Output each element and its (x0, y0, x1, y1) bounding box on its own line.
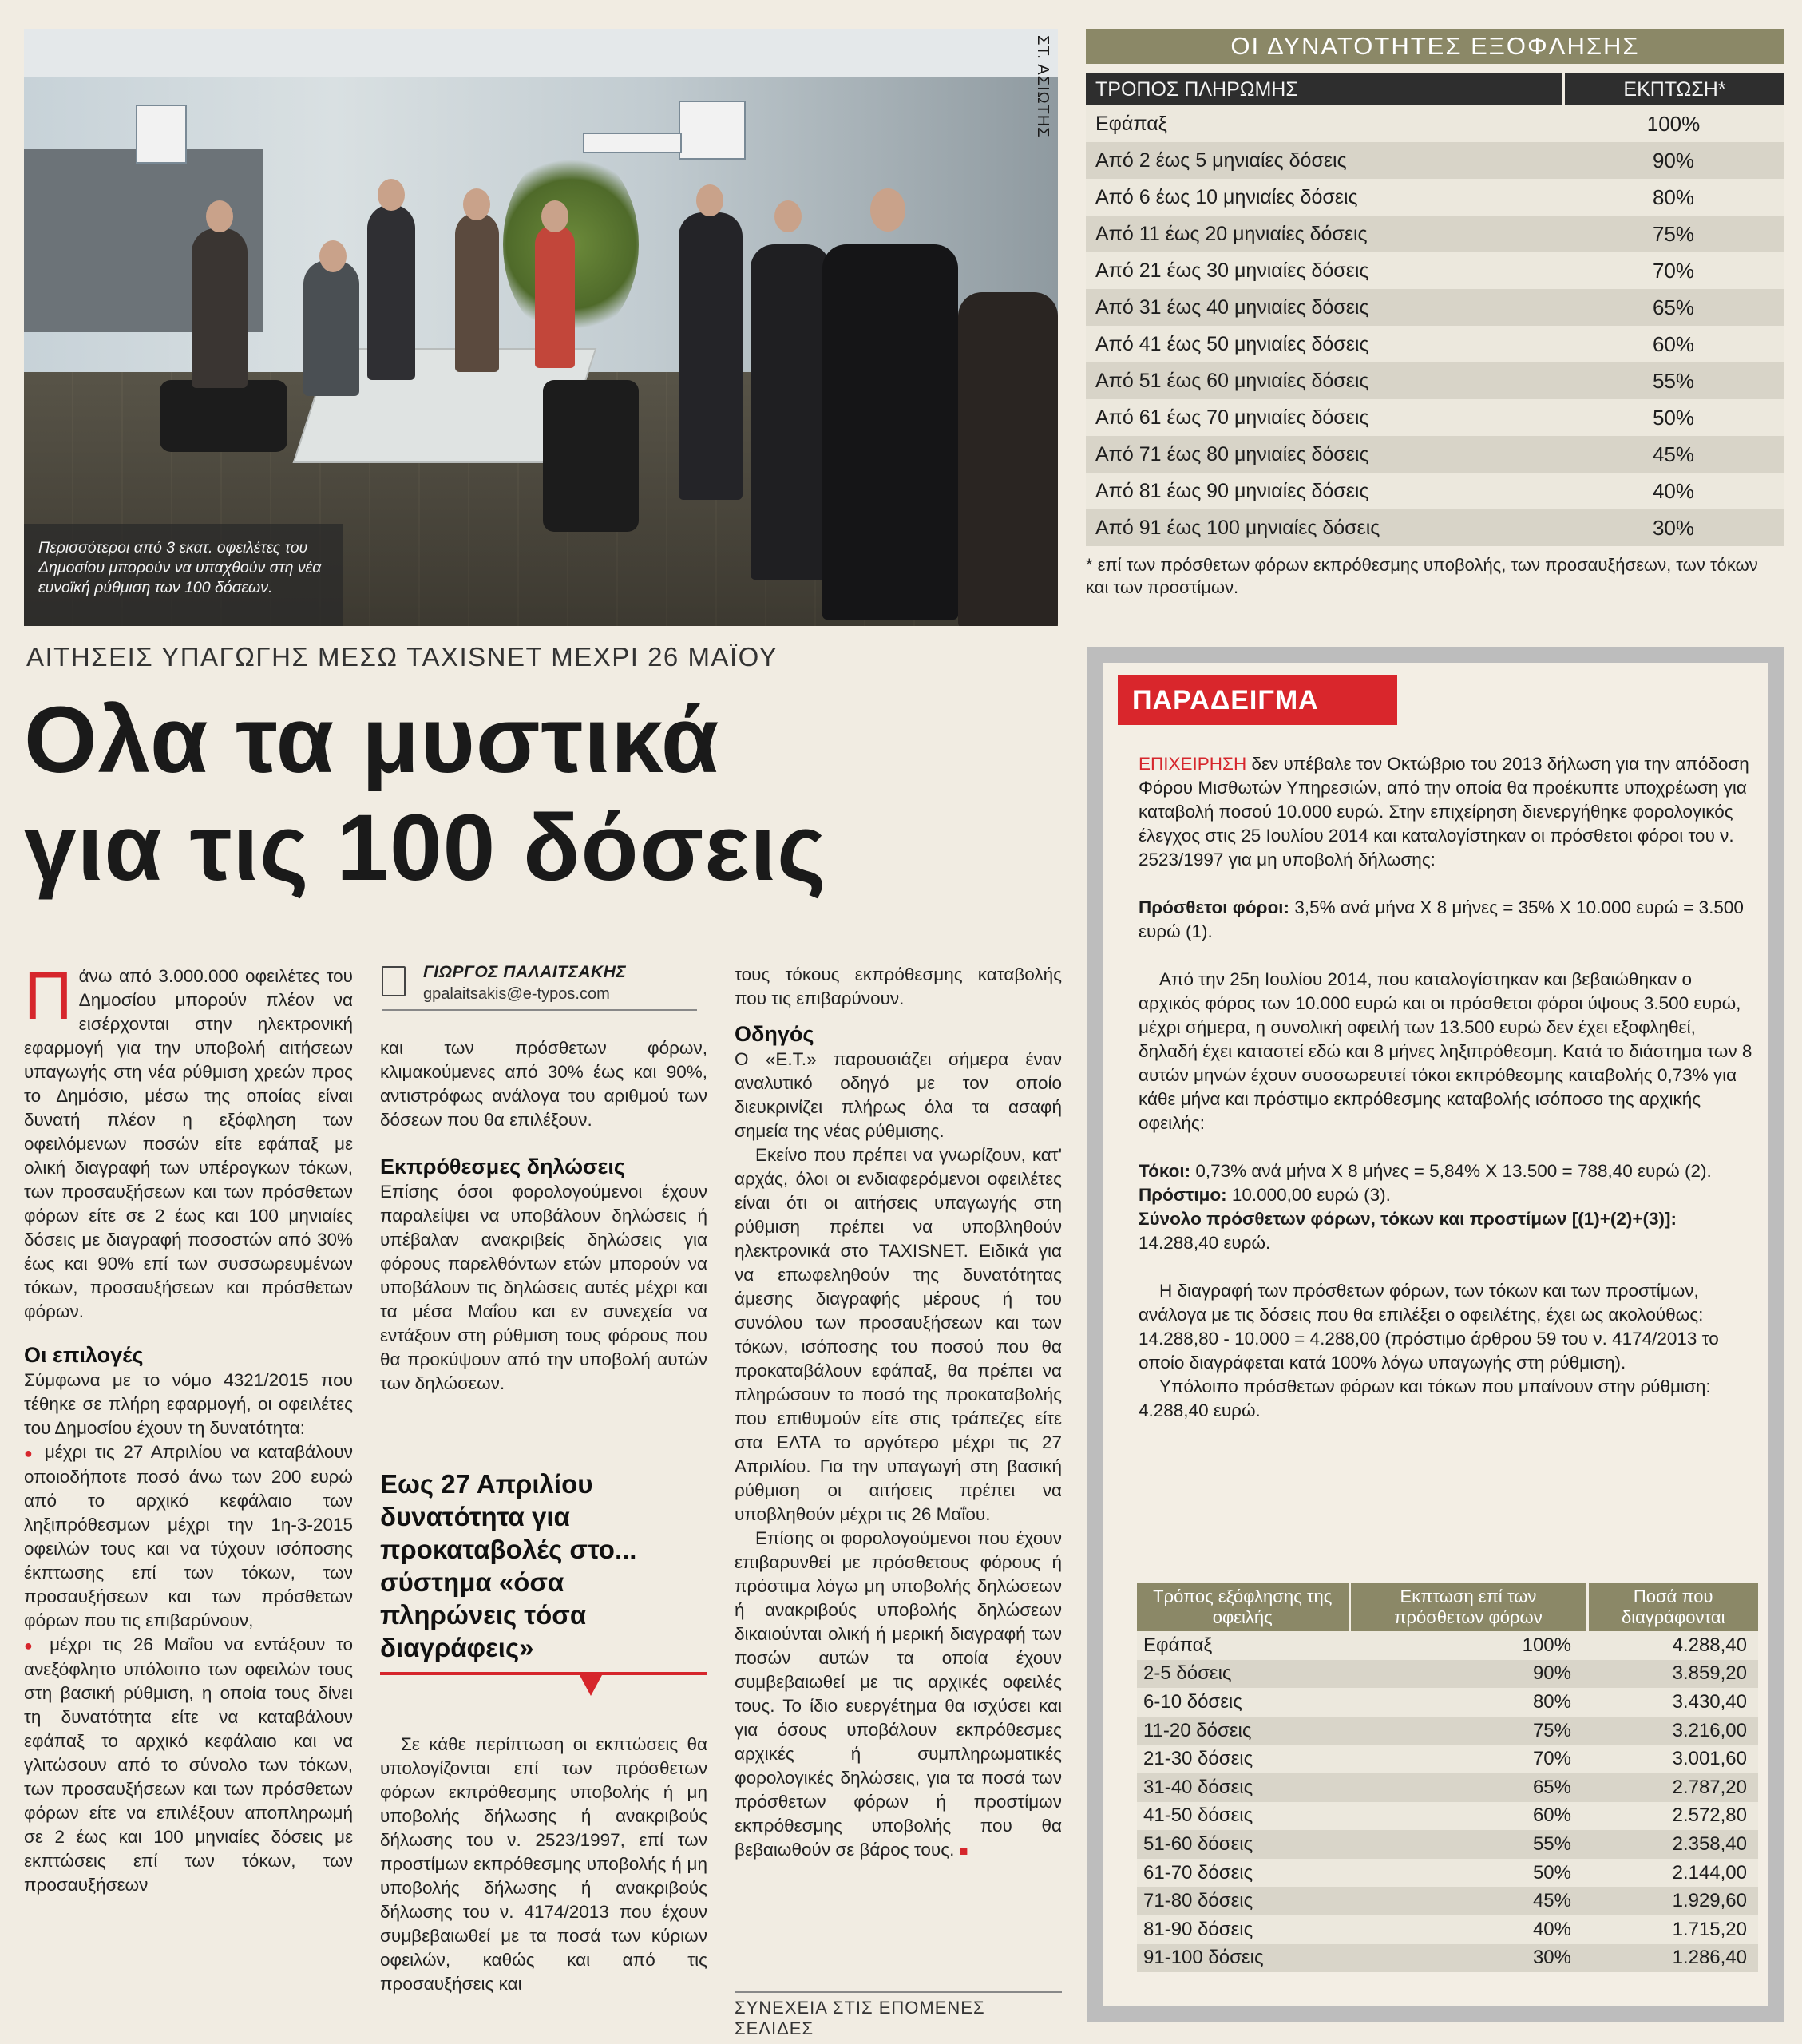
row-method: Από 2 έως 5 μηνιαίες δόσεις (1095, 149, 1347, 172)
row-amount: 4.288,40 (1587, 1631, 1758, 1660)
writeoff-row (1137, 1717, 1758, 1745)
discount-row (1086, 105, 1784, 142)
example-paragraph-4: Υπόλοιπο πρόσθετων φόρων και τόκων που μπαίνουν στην ρύθμιση: 4.288,40 ευρώ. (1139, 1377, 1711, 1420)
discount-row (1086, 326, 1784, 362)
row-method: Εφάπαξ (1137, 1631, 1349, 1660)
example-body (1139, 752, 1753, 1447)
col3-paragraph-4: Επίσης οι φορολογούμενοι που έχουν επιβαρυνθεί με πρόσθετους φόρους ή πρόστιμα λόγω μη υποβολής δηλώσεων ή ανακριβούς υποβολής δηλώσεων δικαιούνται ολική ή μερική διαγραφή των ποσών αυτών τα οποία έχουν συμβεβαιωθεί με τις αρχικές οφειλές τους. Το ίδιο ευεργέτημα θα ισχύσει και για όσους υποβάλουν εκπρόθεσμες αρχικές ή συμπληρωματικές φορολογικές δηλώσεις, για τα ποσά των πρόσθετων φόρων ή προστίμων εκπρόθεσμης υποβολής που θα βεβαιωθούν σε βάρος τους. ■ (735, 1528, 1062, 1860)
end-mark-icon: ■ (959, 1843, 968, 1859)
interest-text: 0,73% ανά μήνα X 8 μήνες = 5,84% X 13.500 = 788,40 ευρώ (2). (1190, 1161, 1712, 1181)
subhead-late-declarations: Εκπρόθεσμες δηλώσεις (380, 1155, 625, 1178)
row-method: Από 41 έως 50 μηνιαίες δόσεις (1095, 333, 1369, 355)
header-discount: Εκπτωση επί των πρόσθετων φόρων (1349, 1583, 1587, 1631)
options-paragraph: Σύμφωνα με το νόμο 4321/2015 που τέθηκε σε πλήρη εφαρμογή, οι οφειλέτες του Δημοσίου έχουν τη δυνατότητα: (24, 1370, 353, 1438)
writeoff-table (1137, 1583, 1758, 1972)
discount-row (1086, 289, 1784, 326)
author-email[interactable]: gpalaitsakis@e-typos.com (423, 985, 610, 1003)
row-amount: 1.929,60 (1587, 1887, 1758, 1915)
row-method: Από 51 έως 60 μηνιαίες δόσεις (1095, 370, 1369, 392)
header-payment-method: ΤΡΟΠΟΣ ΠΛΗΡΩΜΗΣ (1086, 73, 1565, 105)
row-discount: 50% (1349, 1859, 1587, 1888)
writeoff-row (1137, 1915, 1758, 1944)
fine-label: Πρόστιμο: (1139, 1185, 1227, 1205)
pull-quote-rule (380, 1672, 707, 1675)
photo-caption: Περισσότεροι από 3 εκατ. οφειλέτες του Δημοσίου μπορούν να υπαχθούν στη νέα ευνοϊκή ρύθμιση των 100 δόσεων. (24, 524, 343, 626)
total-text: 14.288,40 ευρώ. (1139, 1233, 1271, 1253)
row-discount: 45% (1349, 1887, 1587, 1915)
article-column-2 (380, 1036, 707, 1396)
article-column-1 (24, 958, 354, 1897)
document-icon (382, 966, 406, 996)
row-method: 51-60 δόσεις (1137, 1830, 1349, 1859)
headline-line-1: Ολα τα μυστικά (24, 687, 720, 793)
col2-paragraph-1: και των πρόσθετων φόρων, κλιμακούμενες από 30% έως και 90%, αντιστρόφως ανάλογα του αριθμού των δόσεων που θα επιλέξουν. (380, 1038, 707, 1130)
row-method: 6-10 δόσεις (1137, 1688, 1349, 1717)
row-amount: 3.001,60 (1587, 1745, 1758, 1773)
row-method: 71-80 δόσεις (1137, 1887, 1349, 1915)
article-column-2b (380, 1733, 707, 1996)
discount-table (1086, 29, 1784, 599)
row-discount: 60% (1349, 1802, 1587, 1831)
row-discount: 50% (1652, 406, 1695, 430)
row-discount: 90% (1652, 149, 1695, 172)
bullet-icon: ● (24, 1445, 37, 1461)
article-column-3 (735, 963, 1062, 1863)
row-amount: 2.358,40 (1587, 1830, 1758, 1859)
writeoff-row (1137, 1887, 1758, 1915)
discount-row (1086, 216, 1784, 252)
dropcap: Π (24, 958, 73, 1033)
discount-footnote: * επί των πρόσθετων φόρων εκπρόθεσμης υποβολής, των προσαυξήσεων, των τόκων και των προστίμων. (1086, 555, 1758, 597)
col3-paragraph-3: Εκείνο που πρέπει να γνωρίζουν, κατ' αρχάς, όλοι οι ενδιαφερόμενοι οφειλέτες είναι ότι οι αιτήσεις υπαγωγής στη ρύθμιση πρέπει να υποβληθούν ηλεκτρονικά στο TAXISNET. Ειδικά για να επωφεληθούν της δυνατότητας άμεσης διαγραφής μέρους ή του συνόλου των προσαυξήσεων και των τόκων, ισόποσης του ποσού που θα προκαταβάλουν εφάπαξ, θα πρέπει να πληρώσουν το ποσό της προκαταβολής που επιθυμούν είτε στις τράπεζες είτε στα ΕΛΤΑ το αργότερο μέχρι τις 27 Απριλίου. Για την υπαγωγή στη βασική ρύθμιση οι αιτήσεις πρέπει να υποβληθούν μέχρι τις 26 Μαΐου. (735, 1145, 1062, 1524)
example-badge: ΠΑΡΑΔΕΙΓΜΑ (1118, 675, 1397, 725)
writeoff-row (1137, 1830, 1758, 1859)
row-amount: 3.430,40 (1587, 1688, 1758, 1717)
row-method: Από 21 έως 30 μηνιαίες δόσεις (1095, 259, 1369, 282)
discount-row (1086, 252, 1784, 289)
row-method: 81-90 δόσεις (1137, 1915, 1349, 1944)
row-method: Από 91 έως 100 μηνιαίες δόσεις (1095, 517, 1380, 539)
intro-paragraph: άνω από 3.000.000 οφειλέτες του Δημοσίου μπορούν πλέον να εισέρχονται στην ηλεκτρονική εφαρμογή για την υποβολή αιτήσεων υπαγωγής στη νέα ρύθμιση χρεών προς το Δημόσιο, μέσω της οποίας είναι δυνατή πλέον η εξόφληση των οφειλόμενων ποσών είτε εφάπαξ με ολική διαγραφή των υπέρογκων τόκων, των προσαυξήσεων και των πρόσθετων φόρων είτε σε 2 έως και 100 μηνιαίες δόσεις με διαγραφή ποσοστών από 30% έως και 90% επί των συσσωρευμένων τόκων, προσαυξήσεων και πρόσθετων φόρων. (24, 966, 353, 1321)
row-method: 21-30 δόσεις (1137, 1745, 1349, 1773)
row-method: Από 71 έως 80 μηνιαίες δόσεις (1095, 443, 1369, 465)
row-discount: 80% (1652, 185, 1695, 209)
row-method: Από 11 έως 20 μηνιαίες δόσεις (1095, 223, 1368, 245)
row-method: Εφάπαξ (1095, 113, 1167, 135)
discount-row (1086, 179, 1784, 216)
row-method: 91-100 δόσεις (1137, 1944, 1349, 1973)
discount-row (1086, 509, 1784, 546)
writeoff-row (1137, 1660, 1758, 1689)
row-discount: 40% (1349, 1915, 1587, 1944)
article-kicker: ΑΙΤΗΣΕΙΣ ΥΠΑΓΩΓΗΣ ΜΕΣΩ TAXISNET ΜΕΧΡΙ 26 ΜΑΪΟΥ (26, 642, 778, 671)
row-amount: 3.216,00 (1587, 1717, 1758, 1745)
row-discount: 75% (1349, 1717, 1587, 1745)
discount-row (1086, 399, 1784, 436)
row-method: 41-50 δόσεις (1137, 1802, 1349, 1831)
row-discount: 70% (1652, 259, 1695, 283)
row-method: Από 6 έως 10 μηνιαίες δόσεις (1095, 186, 1358, 208)
extra-taxes-label: Πρόσθετοι φόροι: (1139, 897, 1290, 917)
row-discount: 30% (1349, 1944, 1587, 1973)
row-amount: 1.286,40 (1587, 1944, 1758, 1973)
discount-row (1086, 473, 1784, 509)
writeoff-row (1137, 1631, 1758, 1660)
col2-paragraph-2: Επίσης όσοι φορολογούμενοι έχουν παραλείψει να υποβάλουν δηλώσεις ή υπέβαλαν ανακριβείς δηλώσεις για φόρους παρελθόντων ετών μπορούν να υποβάλουν τις δηλώσεις αυτές μέχρι και τα μέσα Μαΐου και εν συνεχεία να εντάξουν στη ρύθμιση τους φόρους που θα προκύψουν από την υποβολή αυτών των δηλώσεων. (380, 1182, 707, 1393)
row-discount: 90% (1349, 1660, 1587, 1689)
example-paragraph-3: Η διαγραφή των πρόσθετων φόρων, των τόκων και των προστίμων, ανάλογα με τις δόσεις που θα επιλέξει ο οφειλέτης, έχει ως ακολούθως: 14.288,80 - 10.000 = 4.288,00 (πρόστιμο άρθρου 59 του ν. 4174/2013 το οποίο διαγράφεται κατά 100% λόγω υπαγωγής στη ρύθμιση). (1139, 1281, 1719, 1373)
photo-credit: ΣΤ. ΑΣΙΩΤΗΣ (1034, 35, 1051, 138)
row-discount: 70% (1349, 1745, 1587, 1773)
row-discount: 30% (1652, 516, 1695, 540)
row-method: 11-20 δόσεις (1137, 1717, 1349, 1745)
fine-text: 10.000,00 ευρώ (3). (1226, 1185, 1391, 1205)
row-discount: 80% (1349, 1688, 1587, 1717)
col2-paragraph-3: Σε κάθε περίπτωση οι εκπτώσεις θα υπολογίζονται επί των πρόσθετων φόρων εκπρόθεσμης υποβολής ή μη υποβολής δήλωσης ή ανακριβούς δήλωσης του ν. 2523/1997, επί των προστίμων εκπρόθεσμης υποβολής ή μη υποβολής δήλωσης ή ανακριβούς δήλωσης του ν. 4174/2013 που έχουν συμβεβαιωθεί με τα ποσά των κύριων οφειλών, καθώς και από τις προσαυξήσεις και (380, 1734, 707, 1994)
row-discount: 55% (1652, 369, 1695, 393)
header-amount: Ποσά που διαγράφονται (1587, 1583, 1758, 1631)
option-bullet-1: μέχρι τις 27 Απριλίου να καταβάλουν οποιοδήποτε ποσό άνω των 200 ευρώ από το αρχικό κεφάλαιο των ληξιπρόθεσμων μέχρι την 1η-3-2015 οφειλών τους και να τύχουν ισόποσης έκπτωσης επί των τόκων, των προσαυξήσεων και των πρόσθετων φόρων που τις επιβαρύνουν, (24, 1442, 354, 1630)
discount-row (1086, 436, 1784, 473)
example-box (1087, 647, 1784, 2022)
col3-paragraph-2: Ο «Ε.Τ.» παρουσιάζει σήμερα έναν αναλυτικό οδηγό με τον οποίο διευκρινίζει πλήρως όλα τα ασαφή σημεία της νέας ρύθμισης. (735, 1049, 1062, 1141)
row-discount: 40% (1652, 479, 1695, 503)
extra-taxes-text: 3,5% ανά μήνα X 8 μήνες = 35% X 10.000 ευρώ = 3.500 ευρώ (1). (1139, 897, 1744, 941)
writeoff-row (1137, 1688, 1758, 1717)
writeoff-row (1137, 1859, 1758, 1888)
row-amount: 1.715,20 (1587, 1915, 1758, 1944)
row-method: 61-70 δόσεις (1137, 1859, 1349, 1888)
pull-quote-text: Εως 27 Απριλίου δυνατότητα για προκαταβολές στο... σύστημα «όσα πληρώνεις τόσα διαγράφεις» (380, 1469, 637, 1662)
row-amount: 2.572,80 (1587, 1802, 1758, 1831)
writeoff-row (1137, 1944, 1758, 1973)
row-discount: 60% (1652, 332, 1695, 356)
author-name: ΓΙΩΡΓΟΣ ΠΑΛΑΙΤΣΑΚΗΣ (423, 963, 627, 981)
subhead-options: Οι επιλογές (24, 1343, 144, 1367)
discount-table-title: ΟΙ ΔΥΝΑΤΟΤΗΤΕΣ ΕΞΟΦΛΗΣΗΣ (1086, 29, 1784, 64)
subhead-guide: Οδηγός (735, 1022, 814, 1046)
row-method: 31-40 δόσεις (1137, 1773, 1349, 1802)
total-label: Σύνολο πρόσθετων φόρων, τόκων και προστίμων [(1)+(2)+(3)]: (1139, 1209, 1677, 1229)
bullet-icon: ● (24, 1638, 39, 1654)
writeoff-row (1137, 1745, 1758, 1773)
row-discount: 100% (1646, 112, 1701, 136)
writeoff-row (1137, 1773, 1758, 1802)
row-discount: 55% (1349, 1830, 1587, 1859)
row-amount: 2.144,00 (1587, 1859, 1758, 1888)
tax-office-photo (24, 29, 1058, 626)
row-method: Από 31 έως 40 μηνιαίες δόσεις (1095, 296, 1369, 319)
byline (382, 961, 697, 1011)
row-method: Από 81 έως 90 μηνιαίες δόσεις (1095, 480, 1369, 502)
continued-note: ΣΥΝΕΧΕΙΑ ΣΤΙΣ ΕΠΟΜΕΝΕΣ ΣΕΛΙΔΕΣ (735, 1991, 1062, 2039)
example-paragraph-2: Από την 25η Ιουλίου 2014, που καταλογίστηκαν και βεβαιώθηκαν ο αρχικός φόρος των 10.000 ευρώ και οι πρόσθετοι φόροι ύψους 3.500 ευρώ, μέχρι σήμερα, η συνολική οφειλή των 13.500 ευρώ δεν έχει εξοφληθεί, δηλαδή έχει καταστεί εδώ και 8 μήνες ληξιπρόθεσμη. Κατά το διάστημα των 8 αυτών μηνών έχουν συσσωρευτεί τόκοι εκπρόθεσμης καταβολής 0,73% για κάθε μήνα και πρόστιμο εκπρόθεσμης καταβολής ισόποσο της αρχικής οφειλής: (1139, 969, 1752, 1133)
interest-label: Τόκοι: (1139, 1161, 1191, 1181)
article-headline (24, 687, 1062, 902)
discount-row (1086, 362, 1784, 399)
pull-quote (380, 1468, 707, 1675)
row-amount: 2.787,20 (1587, 1773, 1758, 1802)
option-bullet-2: μέχρι τις 26 Μαΐου να εντάξουν το ανεξόφλητο υπόλοιπο των οφειλών τους στη βασική ρύθμιση, η οποία τους δίνει τη δυνατότητα είτε να καταβάλουν εφάπαξ το αρχικό κεφάλαιο και να γλιτώσουν από το σύνολο των τόκων, των προσαυξήσεων και των πρόσθετων φόρων είτε να επιλέξουν αποπληρωμή σε 2 έως και 100 μηνιαίες δόσεις με εκπτώσεις επί των τόκων, των προσαυξήσεων (24, 1634, 353, 1895)
discount-rows (1086, 105, 1784, 546)
row-discount: 75% (1652, 222, 1695, 246)
headline-line-2: για τις 100 δόσεις (24, 795, 827, 901)
row-discount: 65% (1652, 295, 1695, 319)
row-discount: 100% (1349, 1631, 1587, 1660)
writeoff-row (1137, 1802, 1758, 1831)
discount-row (1086, 142, 1784, 179)
header-method: Τρόπος εξόφλησης της οφειλής (1137, 1583, 1349, 1631)
example-paragraph-1: δεν υπέβαλε τον Οκτώβριο του 2013 δήλωση για την απόδοση Φόρου Μισθωτών Υπηρεσιών, από την οποία θα προέκυπτε υποχρέωση για καταβολή ποσού 10.000 ευρώ. Στην επιχείρηση διενεργήθηκε φορολογικός έλεγχος στις 25 Ιουλίου 2014 και καταλογίστηκαν οι πρόσθετοι φόροι του ν. 2523/1997 για μη υποβολή δήλωσης: (1139, 754, 1749, 869)
writeoff-table-header (1137, 1583, 1758, 1631)
row-method: Από 61 έως 70 μηνιαίες δόσεις (1095, 406, 1369, 429)
row-method: 2-5 δόσεις (1137, 1660, 1349, 1689)
row-amount: 3.859,20 (1587, 1660, 1758, 1689)
example-lead: ΕΠΙΧΕΙΡΗΣΗ (1139, 754, 1247, 774)
col3-paragraph-1: τους τόκους εκπρόθεσμης καταβολής που τις επιβαρύνουν. (735, 965, 1062, 1008)
row-discount: 45% (1652, 442, 1695, 466)
row-discount: 65% (1349, 1773, 1587, 1802)
discount-table-header (1086, 73, 1784, 105)
header-discount: ΕΚΠΤΩΣΗ* (1623, 78, 1726, 101)
